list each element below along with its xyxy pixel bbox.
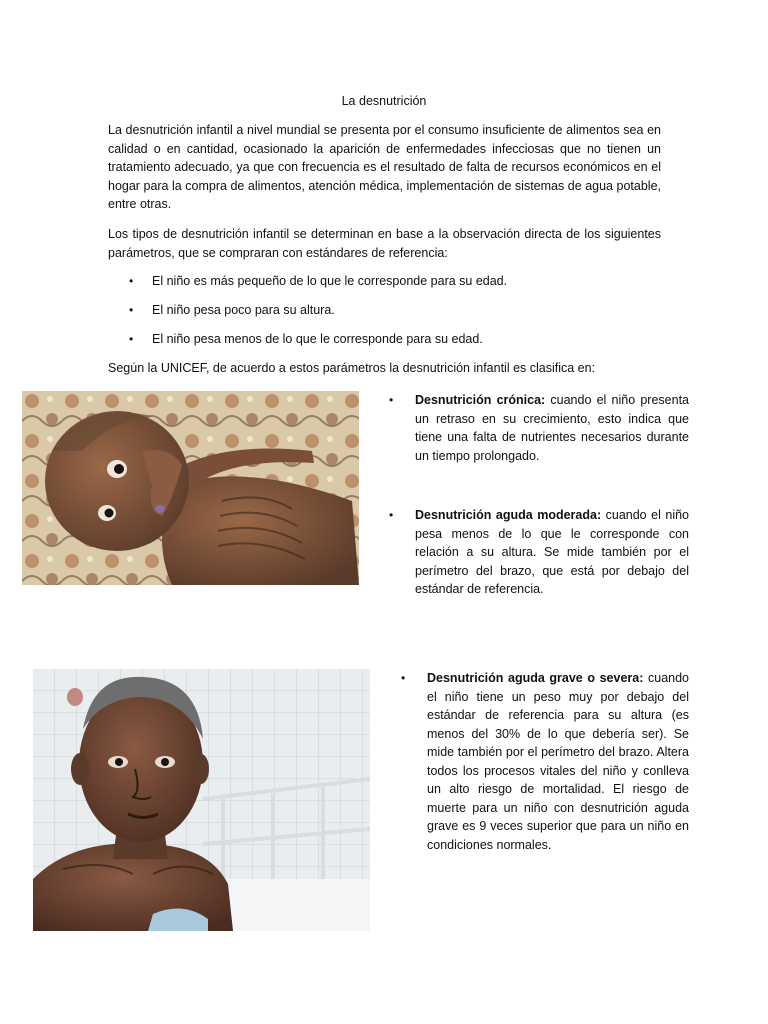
parameter-text: El niño pesa menos de lo que le corresponde para su edad.	[152, 332, 483, 346]
bullet-icon: •	[129, 303, 134, 317]
bullet-icon: •	[401, 671, 406, 685]
bullet-icon: •	[129, 274, 134, 288]
chronic-malnutrition-photo	[22, 391, 359, 585]
type-description: cuando el niño presenta un retraso en su crecimiento, esto indica que tiene una falta de nutrientes necesarios durante un tiempo prolongado.	[415, 393, 689, 463]
bullet-icon: •	[389, 508, 394, 522]
child-lying-illustration	[22, 391, 359, 585]
type-term: Desnutrición aguda grave o severa:	[427, 671, 644, 685]
parameter-text: El niño pesa poco para su altura.	[152, 303, 335, 317]
type-term: Desnutrición crónica:	[415, 393, 546, 407]
intro-paragraph: La desnutrición infantil a nivel mundial se presenta por el consumo insuficiente de alimentos sea en calidad o en cantidad, ocasionado la aparición de enfermedades infecciosas que no tienen un tratamiento adecuado, ya que con frecuencia es el resultado de falta de recursos económicos en el hogar para la compra de alimentos, atención médica, implementación de sistemas de agua potable, entre otras.	[108, 123, 661, 211]
list-item	[108, 272, 668, 290]
type-term: Desnutrición aguda moderada:	[415, 508, 602, 522]
type-acute-moderate	[389, 506, 689, 599]
type-acute-severe	[401, 669, 689, 854]
parameter-list	[108, 272, 668, 359]
parameter-text: El niño es más pequeño de lo que le corresponde para su edad.	[152, 274, 508, 288]
bullet-icon: •	[389, 393, 394, 407]
types-intro-paragraph: Los tipos de desnutrición infantil se determinan en base a la observación directa de los siguientes parámetros, que se compraran con estándares de referencia:	[108, 227, 661, 260]
bullet-icon: •	[129, 332, 134, 346]
child-hospital-illustration	[33, 669, 370, 931]
list-item	[108, 301, 668, 319]
unicef-paragraph: Según la UNICEF, de acuerdo a estos parámetros la desnutrición infantil es clasifica en:	[108, 361, 596, 375]
page-title: La desnutrición	[341, 94, 427, 108]
type-description: cuando el niño pesa menos de lo que le corresponde con relación a su altura. Se mide también por el perímetro del brazo, que está por debajo del estándar de referencia.	[415, 508, 689, 596]
list-item	[108, 330, 668, 348]
type-chronic	[389, 391, 689, 465]
severe-malnutrition-photo	[33, 669, 370, 931]
type-description: cuando el niño tiene un peso muy por debajo del estándar de referencia para su altura (es menos del 30% de lo que debería ser). Se mide también por el perímetro del brazo. Altera todos los procesos vitales del niño y conlleva un alto riesgo de mortalidad. El riesgo de muerte para un niño con desnutrición aguda grave es 9 veces superior que para un niño en condiciones normales.	[427, 671, 689, 852]
